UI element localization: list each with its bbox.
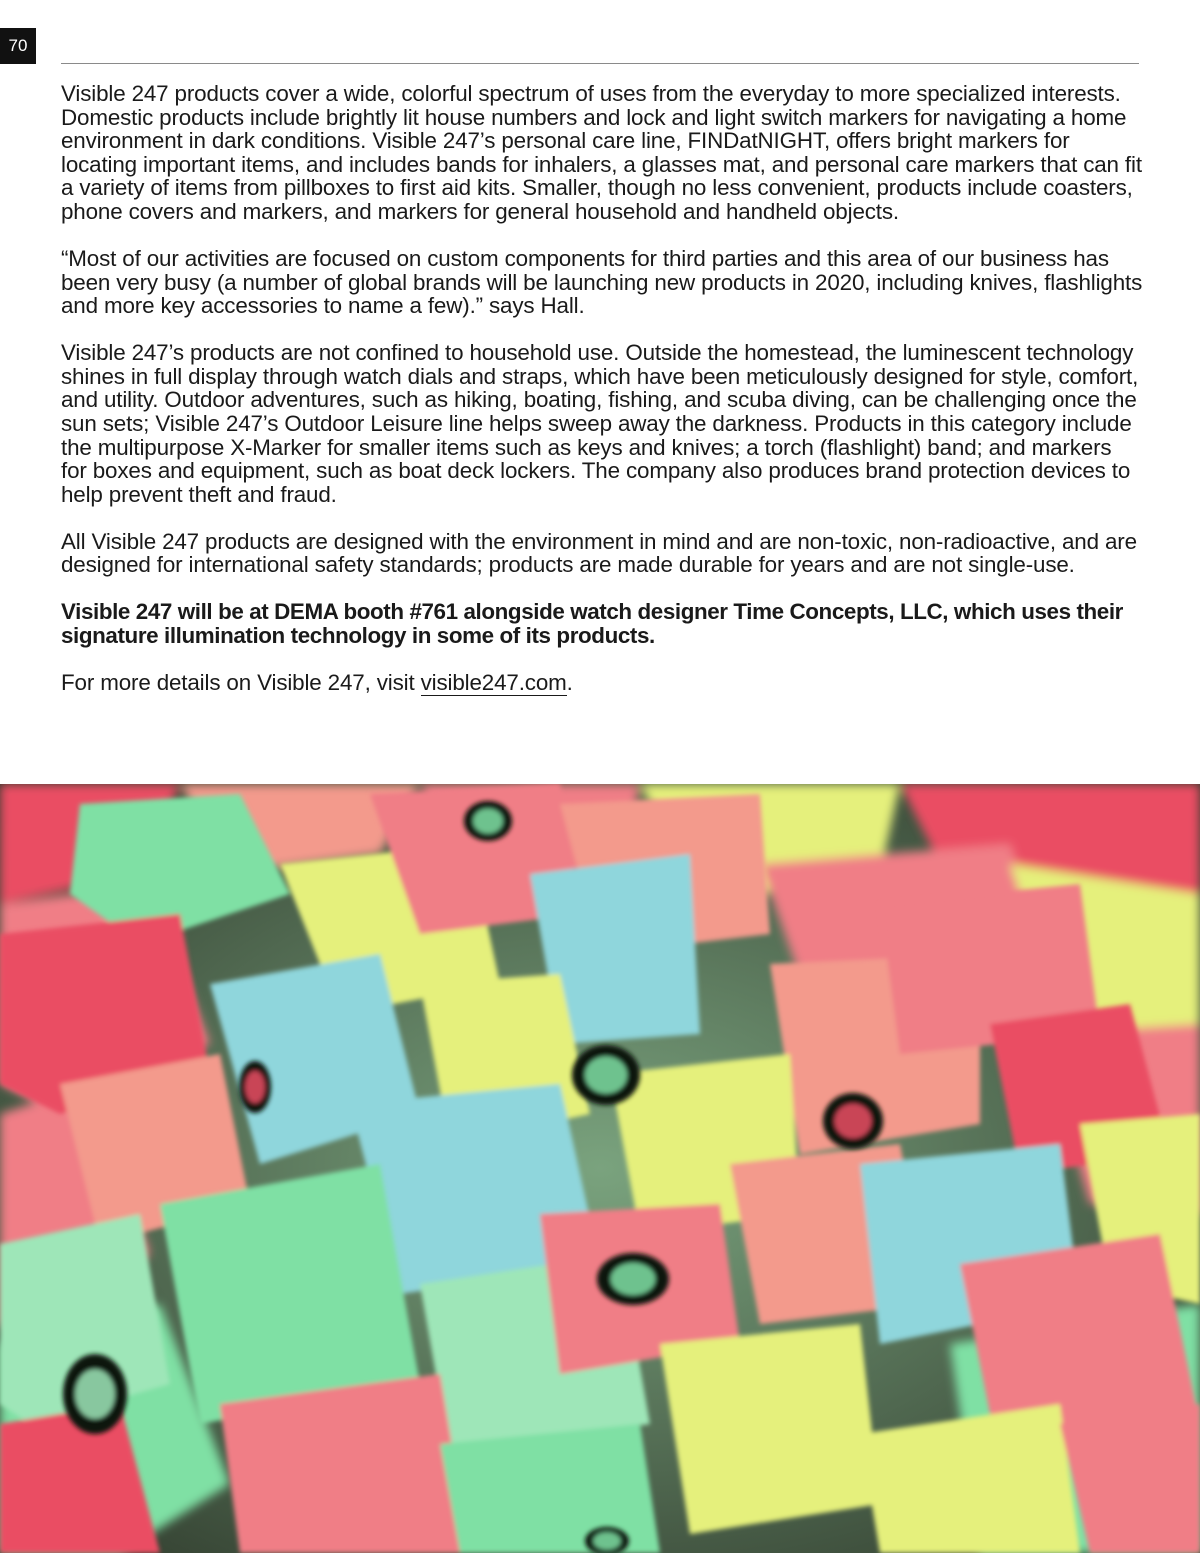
paragraph-outdoor-use: Visible 247’s products are not confined to household use. Outside the homestead, the luminescent technology shines in full display through watch dials and straps, which have been meticulously designed for style, comfort, and utility. Outdoor adventures, such as hiking, boating, fishing, and scuba diving, can be challenging once the sun sets; Visible 247’s Outdoor Leisure line helps sweep away the darkness. Products in this category include the multipurpose X-Marker for smaller items such as keys and knives; a torch (flashlight) band; and markers for boxes and equipment, such as boat deck lockers. The company also produces brand protection devices to help prevent theft and fraud. <box>61 340 1139 507</box>
glowing-markers-photo <box>0 784 1200 1553</box>
marker-hole-glow <box>593 1532 620 1549</box>
marker-block <box>440 1424 660 1553</box>
marker-hole-glow <box>473 809 503 834</box>
article-body <box>61 82 1143 718</box>
marker-hole-glow <box>834 1104 871 1139</box>
paragraph-dema-booth: Visible 247 will be at DEMA booth #761 alongside watch designer Time Concepts, LLC, which uses their signature illumination technology in some of its products. <box>61 599 1123 648</box>
more-details-suffix: . <box>566 669 573 695</box>
marker-hole-glow <box>75 1369 115 1419</box>
paragraph-more-details <box>61 671 1143 695</box>
header-rule <box>61 63 1139 64</box>
paragraph-hall-quote: “Most of our activities are focused on custom components for third parties and this area of our business has been very busy (a number of global brands will be launching new products in 2020, including knives, flashlights and more key accessories to name a few).” says Hall. <box>61 245 1143 319</box>
glowing-markers-illustration <box>0 784 1200 1553</box>
marker-block <box>660 1324 880 1534</box>
paragraph-product-range: Visible 247 products cover a wide, colorful spectrum of uses from the everyday to more specialized interests. Domestic products include brightly lit house numbers and lock and light switch markers for navigating a home environment in dark conditions. Visible 247’s personal care line, FINDatNIGHT, offers bright markers for locating important items, and includes bands for inhalers, a glasses mat, and personal care markers that can fit a variety of items from pillboxes to first aid kits. Smaller, though no less convenient, products include coasters, phone covers and markers, and markers for general household and handheld objects. <box>61 81 1142 224</box>
paragraph-environment: All Visible 247 products are designed with the environment in mind and are non-toxic, non-radioactive, and are designed for international safety standards; products are made durable for years and are not single-use. <box>61 528 1137 578</box>
page-number: 70 <box>0 28 36 64</box>
marker-hole-glow <box>585 1056 627 1093</box>
more-details-prefix: For more details on Visible 247, visit <box>61 669 421 695</box>
marker-block <box>220 1374 470 1553</box>
marker-hole-glow <box>245 1071 265 1103</box>
website-link[interactable]: visible247.com <box>420 669 567 695</box>
marker-hole-glow <box>611 1263 656 1295</box>
